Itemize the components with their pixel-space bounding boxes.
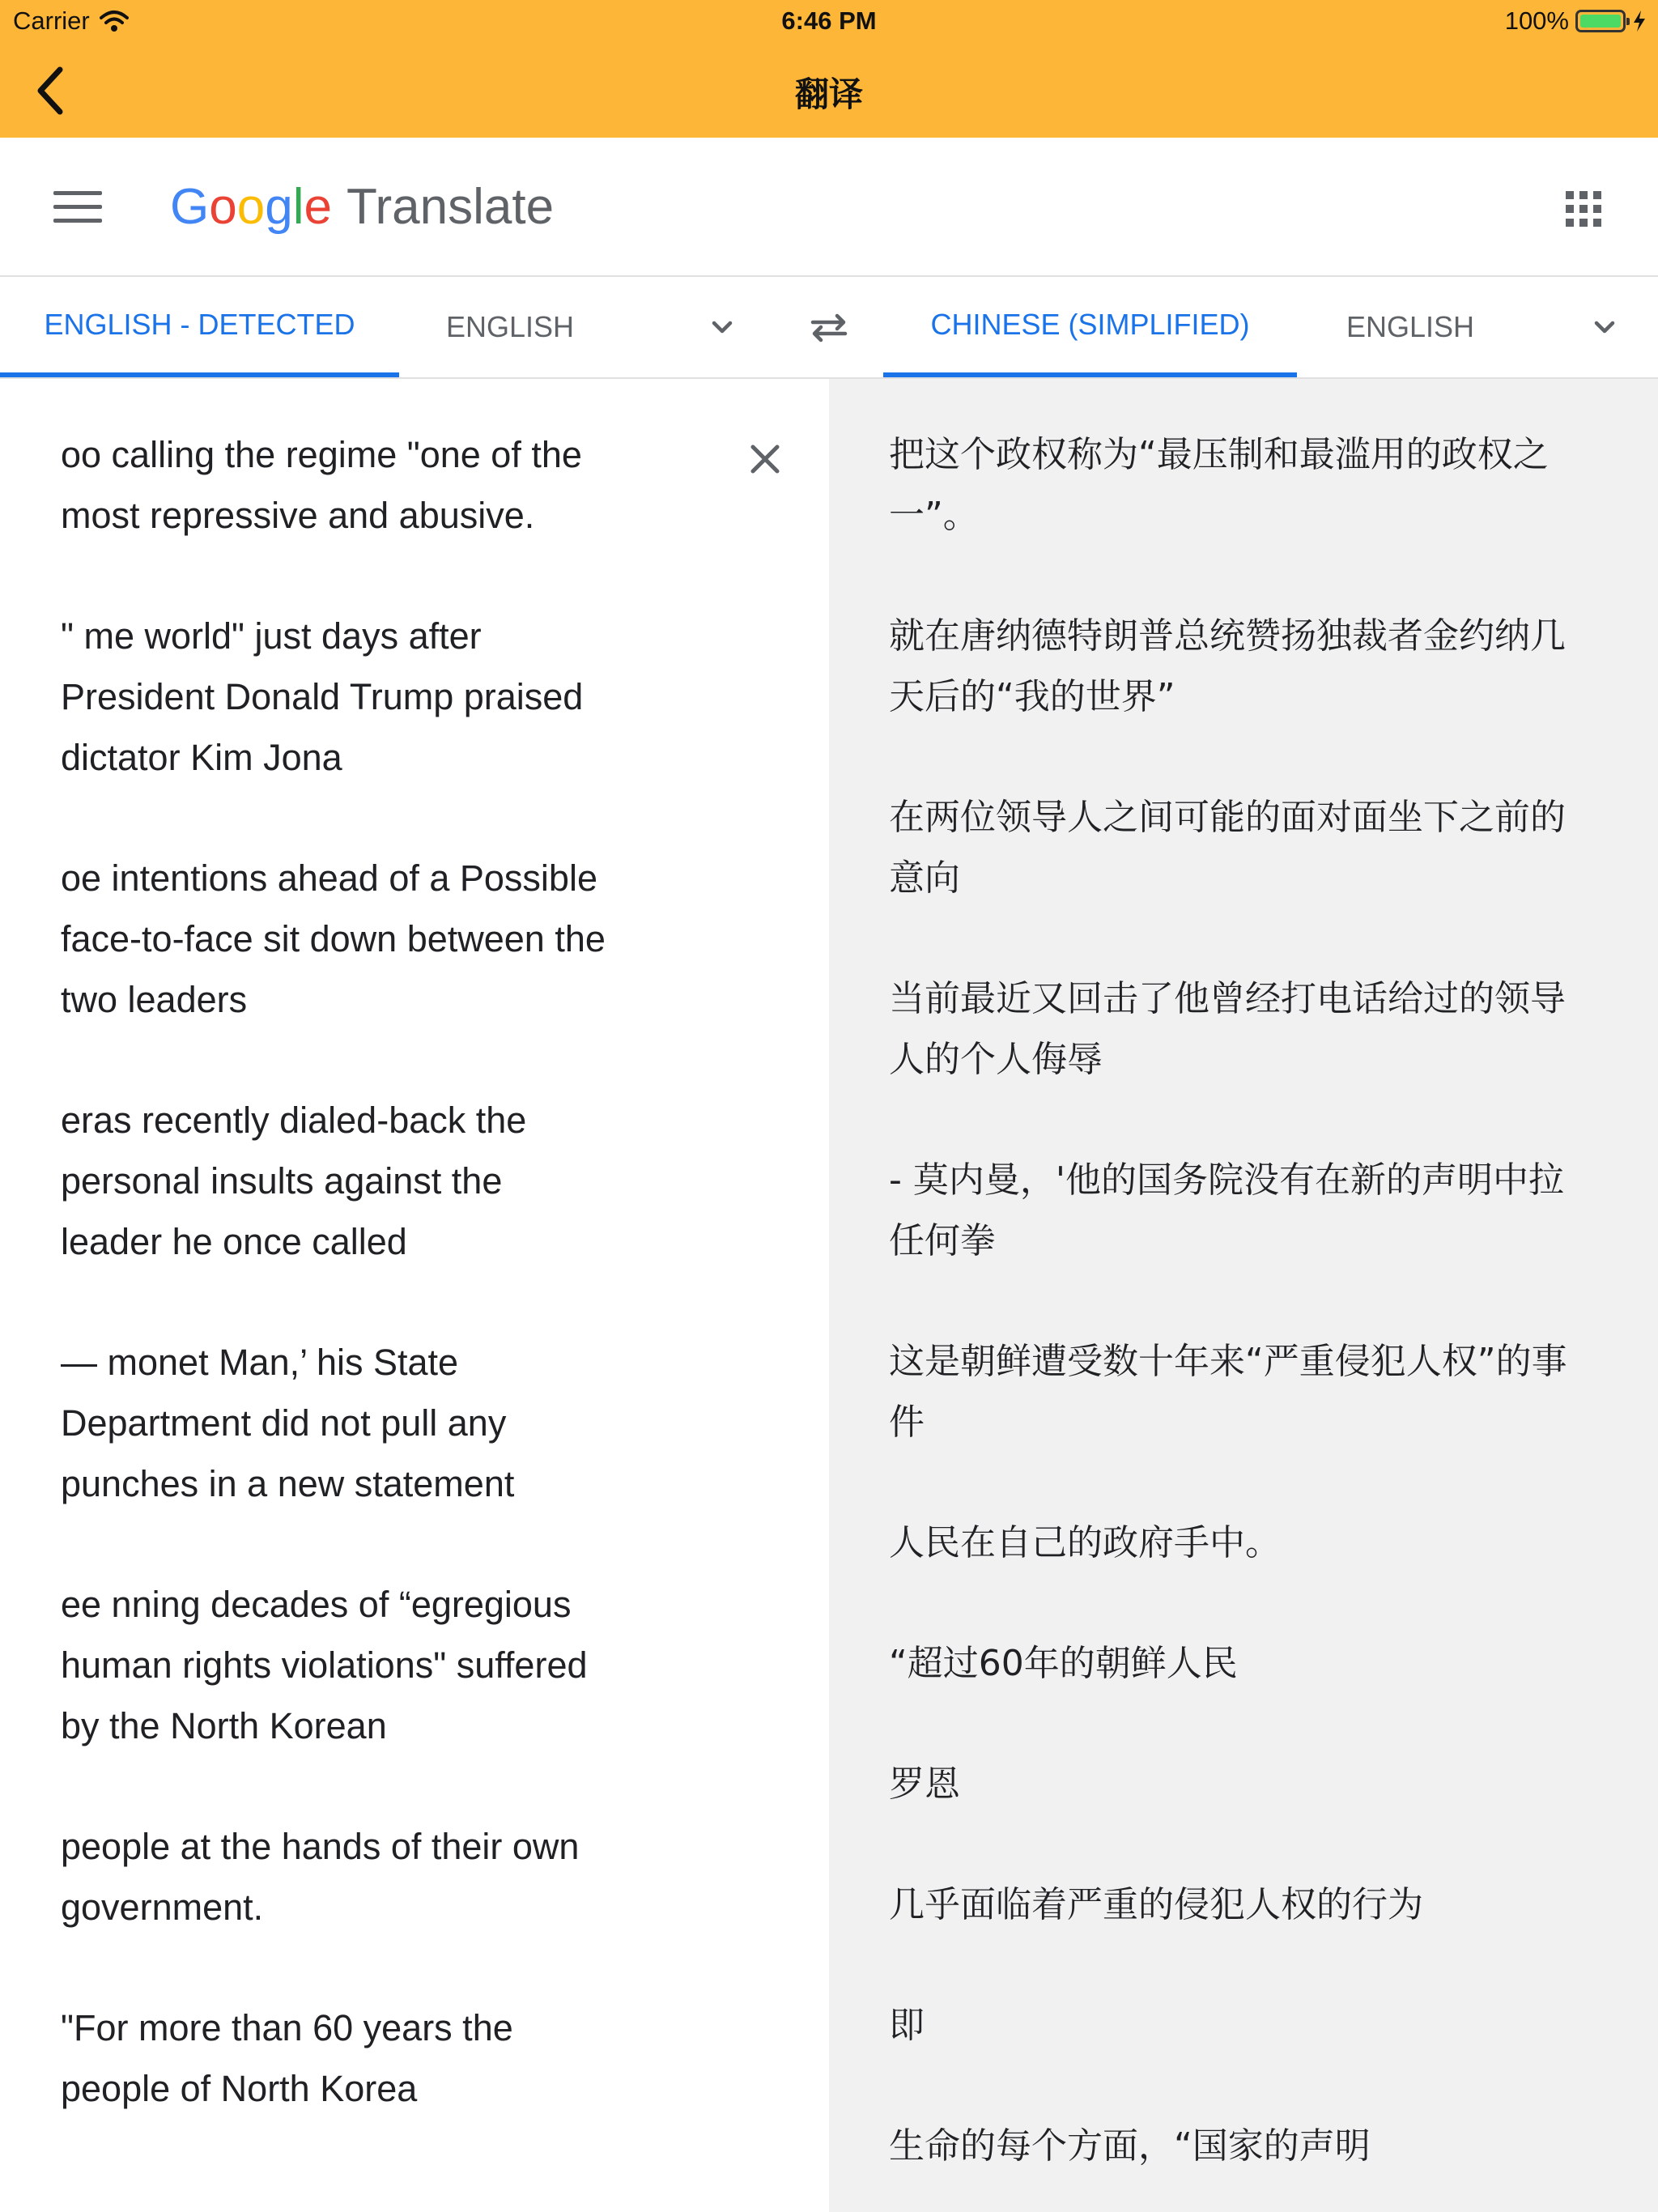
nav-title: 翻译 (794, 75, 863, 113)
source-text[interactable] (61, 424, 611, 2179)
translation-paragraph: 即 (889, 2005, 925, 2046)
source-paragraph: people at the hands of their own government. (61, 1826, 580, 1928)
language-bar (0, 277, 1658, 379)
translation-paragraph: 当前最近又回击了他曾经打电话给过的领导人的个人侮辱 (889, 978, 1566, 1080)
clock: 6:46 PM (781, 6, 877, 35)
source-paragraph: oe intentions ahead of a Possible face-to-face sit down between the two leaders (61, 857, 606, 1020)
hamburger-menu-icon[interactable] (53, 191, 102, 225)
translation-paragraph: 人民在自己的政府手中。 (889, 1522, 1281, 1563)
translate-header (0, 138, 1658, 277)
source-text-pane[interactable] (0, 379, 829, 2212)
top-bar (0, 0, 1658, 138)
clear-text-button[interactable] (746, 440, 784, 478)
source-paragraph: oo calling the regime "one of the most repressive and abusive. (61, 434, 582, 536)
translation-paragraph: “超过60年的朝鲜人民 (889, 1643, 1238, 1684)
translation-paragraph: 把这个政权称为“最压制和最滥用的政权之一”。 (889, 434, 1549, 536)
translation-pane (829, 379, 1658, 2212)
target-language-dropdown[interactable] (1587, 309, 1622, 345)
carrier-label: Carrier (13, 6, 90, 35)
chevron-down-icon (1587, 309, 1622, 345)
tab-source-english-detected[interactable]: ENGLISH - DETECTED (0, 277, 399, 377)
charging-icon (1632, 10, 1647, 32)
translation-paragraph: 就在唐纳德特朗普总统赞扬独裁者金约纳几天后的“我的世界” (889, 615, 1566, 717)
chevron-down-icon (704, 309, 740, 345)
apps-grid-icon[interactable] (1566, 191, 1601, 227)
source-paragraph: " me world" just days after President Donald Trump praised dictator Kim Jona (61, 615, 584, 778)
translation-paragraph: 罗恩 (889, 1763, 960, 1805)
translation-paragraph: - 莫内曼，'他的国务院没有在新的声明中拉任何拳 (889, 1159, 1564, 1261)
source-paragraph: eras recently dialed-back the personal insults against the leader he once called (61, 1100, 527, 1262)
translation-paragraph: 几乎面临着严重的侵犯人权的行为 (889, 1884, 1423, 1925)
google-logo: Google (170, 179, 332, 235)
status-bar (0, 0, 1658, 44)
navigation-bar (0, 44, 1658, 138)
battery-icon (1575, 10, 1626, 32)
swap-languages-icon (806, 308, 852, 347)
translation-text (889, 424, 1585, 2212)
source-language-dropdown[interactable] (704, 309, 740, 345)
translation-paragraph: 在两位领导人之间可能的面对面坐下之前的意向 (889, 797, 1566, 899)
tab-target-english[interactable]: ENGLISH (1346, 310, 1475, 343)
tab-source-english[interactable]: ENGLISH (445, 310, 575, 343)
translation-paragraph: 这是朝鲜遭受数十年来“严重侵犯人权”的事件 (889, 1341, 1567, 1443)
translate-wordmark: Translate (346, 179, 555, 235)
source-paragraph: "For more than 60 years the people of North Korea (61, 2007, 513, 2109)
close-icon (746, 440, 784, 478)
battery-percent: 100% (1504, 6, 1569, 35)
source-paragraph: ee nning decades of “egregious human rights violations" suffered by the North Korean (61, 1584, 588, 1746)
tab-target-chinese-simplified[interactable]: CHINESE (SIMPLIFIED) (883, 277, 1297, 377)
swap-languages-button[interactable] (806, 308, 852, 347)
google-translate-logo[interactable] (170, 178, 554, 236)
battery-indicator (1505, 6, 1647, 36)
source-paragraph: — monet Man,’ his State Department did not pull any punches in a new statement (61, 1342, 515, 1504)
translation-paragraph: 生命的每个方面，“国家的声明 (889, 2125, 1371, 2167)
